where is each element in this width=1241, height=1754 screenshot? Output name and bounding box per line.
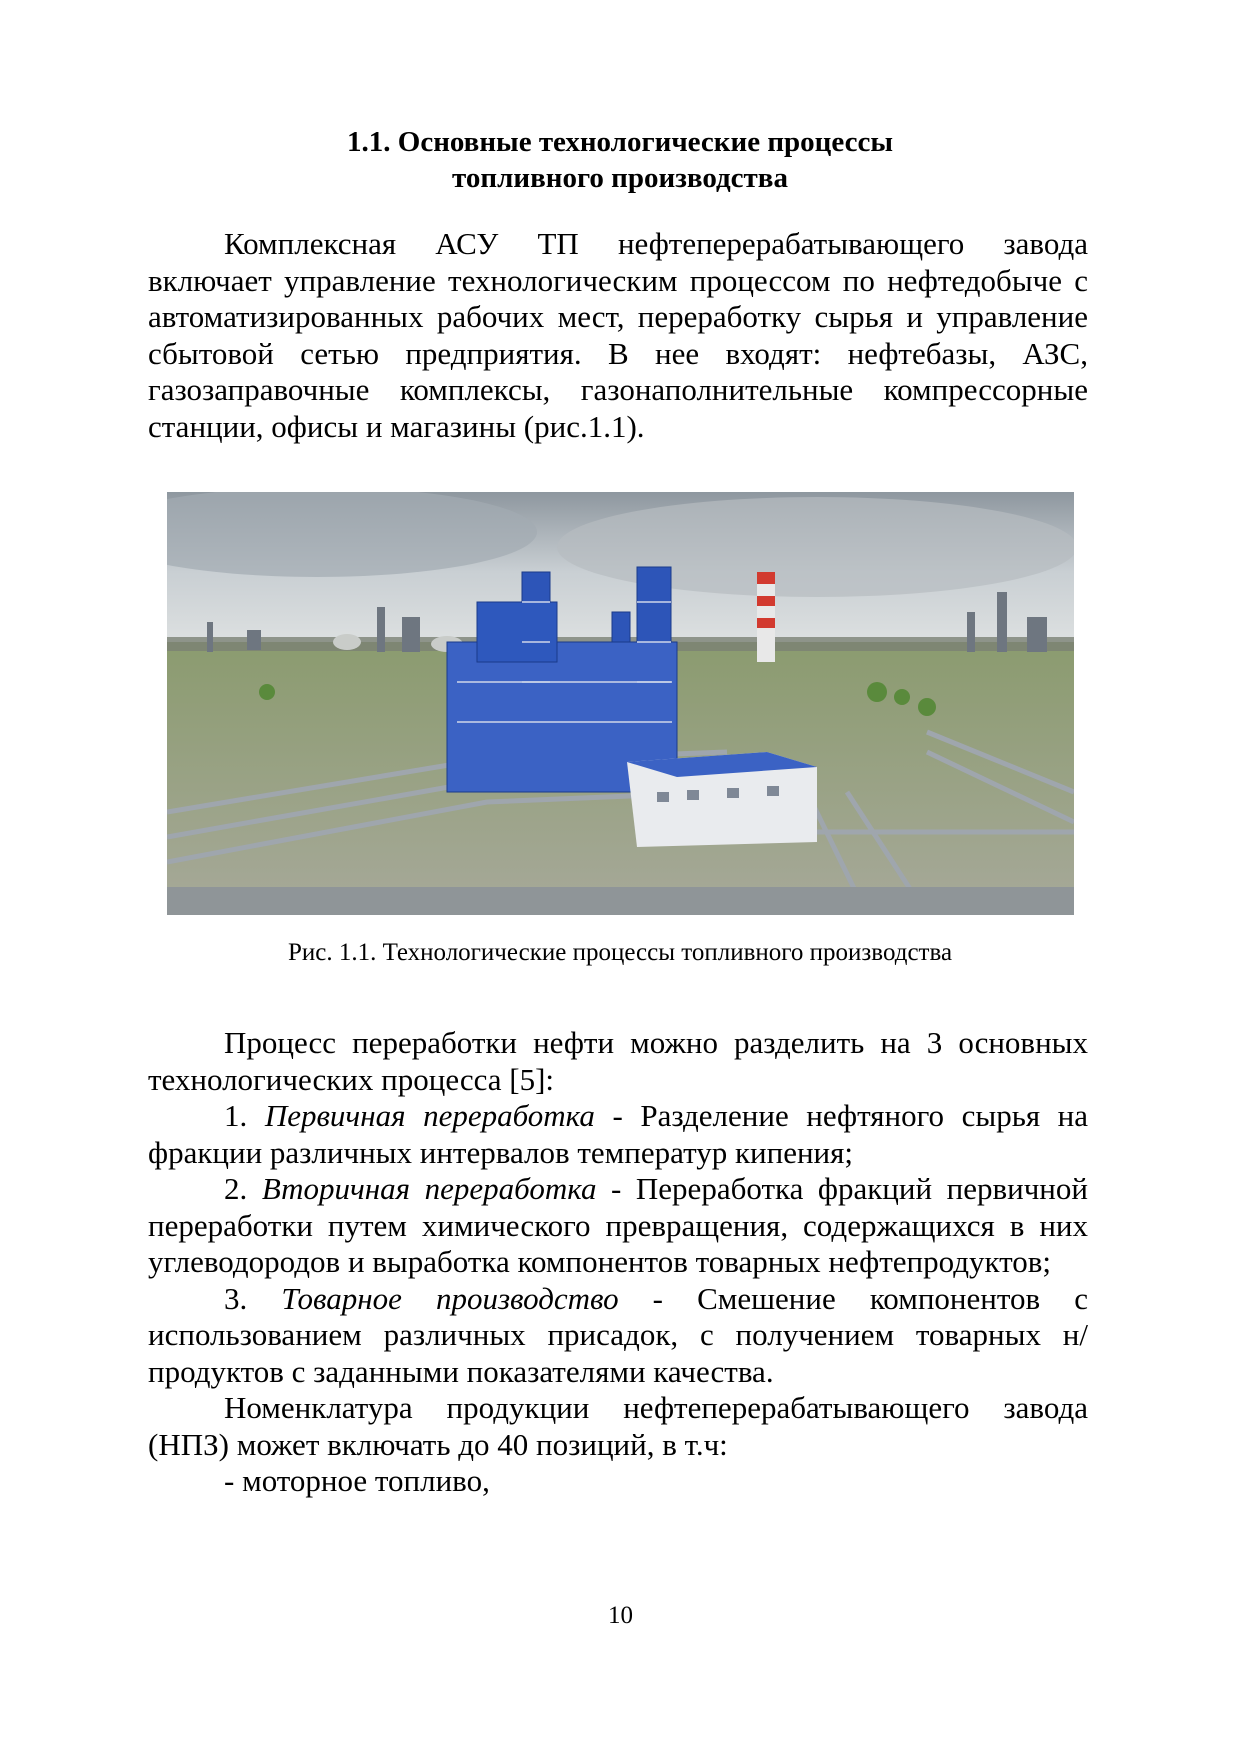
process-lead: Процесс переработки нефти можно разделить на 3 основных технологических процесса [5]: (148, 1025, 1088, 1097)
item-number: 2. (224, 1171, 262, 1206)
refinery-photo (167, 492, 1074, 915)
section-heading-line-1: 1.1. Основные технологические процессы (347, 126, 893, 158)
section-heading (150, 124, 1090, 196)
figure-caption: Рис. 1.1. Технологические процессы топливного производства (287, 939, 953, 966)
item-number: 1. (224, 1098, 265, 1133)
item-number: 3. (224, 1280, 282, 1316)
item-text: - Переработка фракций первичной переработки путем химического превращения, содержащихся в них углеводородов и выработка компонентов товарных нефтепродуктов; (148, 1171, 1088, 1279)
process-item-1 (148, 1098, 1088, 1171)
list-item: - моторное топливо, (224, 1463, 490, 1498)
item-term: Вторичная переработка (261, 1171, 597, 1206)
nomenclature-paragraph: Номенклатура продукции нефтеперерабатывающего завода (НПЗ) может включать до 40 позиций, в т.ч: (148, 1390, 1088, 1462)
process-item-3 (148, 1281, 1088, 1391)
process-block (148, 1025, 1088, 1500)
intro-paragraph: Комплексная АСУ ТП нефтеперерабатывающего завода включает управление технологическим процессом по нефтедобыче с автоматизированных рабочих мест, переработку сырья и управление сбытовой сетью предприятия. В нее входят: нефтебазы, АЗС, газозаправочные комплексы, газонаполнительные компрессорные станции, офисы и магазины (рис.1.1). (148, 226, 1088, 444)
page-number: 10 (608, 1602, 633, 1629)
process-item-2 (148, 1171, 1088, 1281)
item-term: Товарное производство (281, 1280, 619, 1316)
refinery-illustration (167, 492, 1074, 915)
item-term: Первичная переработка (264, 1098, 595, 1133)
section-heading-line-2: топливного производства (452, 162, 788, 194)
intro-block (148, 226, 1088, 445)
item-text: - Смешение компонентов с использованием различных присадок, с получением товарных н/продуктов с заданными показателями качества. (148, 1280, 1088, 1389)
item-text: - Разделение нефтяного сырья на фракции различных интервалов температур кипения; (148, 1098, 1088, 1170)
